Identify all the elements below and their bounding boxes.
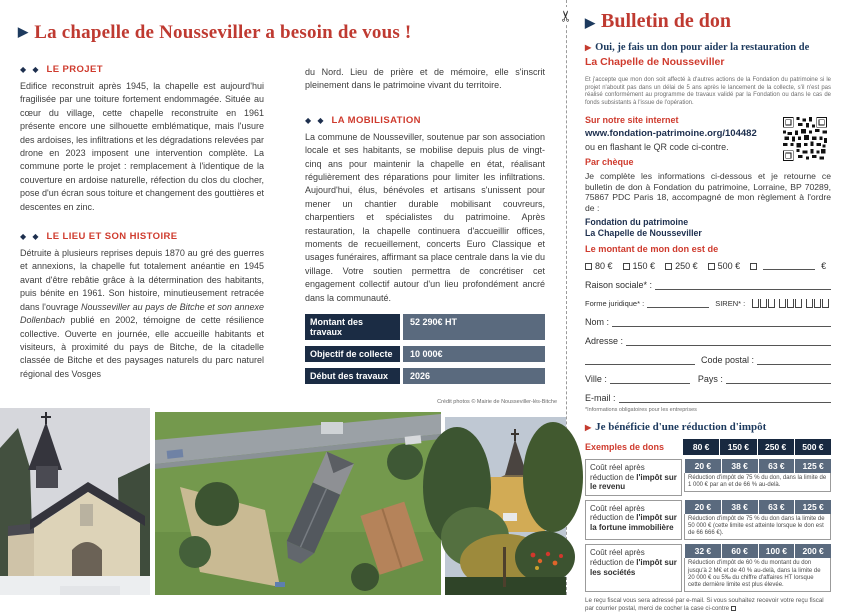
tax-label-bold: l'impôt sur le revenu (590, 472, 677, 492)
amount-label: 500 € (717, 261, 741, 271)
form-row-adresse (585, 336, 831, 346)
table-row (585, 459, 831, 496)
payee-lines (585, 217, 831, 238)
bulletin-title-text: Bulletin de don (601, 10, 732, 32)
histoire-continuation: du Nord. Lieu de prière et de mémoire, elle s'inscrit pleinement dans le patrimoine vivant du territoire. (305, 67, 545, 91)
tax-value: 32 € (684, 544, 721, 558)
amount-option-150[interactable] (623, 261, 656, 271)
triangle-icon: ▶ (585, 423, 592, 432)
amount-other-field[interactable] (763, 262, 815, 270)
field-label: Code postal : (701, 355, 755, 365)
bulletin-subtitle (585, 42, 831, 53)
donation-disclaimer: Et j'accepte que mon don soit affecté à d'autres actions de la Fondation du patrimoine si le projet n'aboutit pas dans un délai de 5 ans après le lancement de la collecte, s'il n'est pas réalisé conformément au programme de travaux validé par la Fondation ou dans le cas de fonds subsistants à l'issue de l'opération. (585, 77, 831, 106)
payee-line2: La Chapelle de Nousseviller (585, 227, 702, 238)
amount-option-250[interactable] (665, 261, 698, 271)
tax-label-prefix: Coût réel après réduction de (590, 463, 645, 482)
website-heading: Sur notre site internet (585, 115, 679, 126)
tax-header-row (585, 439, 831, 455)
tax-value: 125 € (794, 500, 831, 514)
receipt-checkbox-icon[interactable] (731, 606, 736, 611)
checkbox-icon[interactable] (750, 263, 757, 270)
form-row-ville-pays (585, 374, 831, 384)
field-label: Nom : (585, 317, 610, 327)
section-label: LE LIEU ET SON HISTOIRE (46, 231, 178, 243)
qr-hint: ou en flashant le QR code ci-contre. (585, 142, 729, 153)
table-row (585, 544, 831, 592)
cheque-instructions: Je complète les informations ci-dessous et je retourne ce bulletin de don à Fondation du patrimoine, Lorraine, BP 70289, 75867 PDC Paris 18, accompagné de mon règlement à l'ordre de : (585, 171, 831, 213)
middle-column (305, 66, 545, 390)
tax-value: 100 € (758, 544, 795, 558)
book-title-italic: Nousseviller au pays de Bitche et son annexe Dollenbach (20, 301, 264, 326)
checkbox-icon[interactable] (623, 263, 630, 270)
tax-row-note: Réduction d'impôt de 60 % du montant du don jusqu'à 2 M€ et de 40 % au-delà, dans la limite de 20 000 € ou 5‰ du chiffre d'affaires HT lorsque cette dernière limite est plus élevée. (684, 558, 831, 592)
form-row-email (585, 393, 831, 403)
forme-juridique-field[interactable] (647, 299, 709, 308)
section-heading-mobilisation (305, 115, 545, 126)
photo-chapel-garden (445, 417, 566, 595)
tax-value: 63 € (758, 459, 795, 473)
stat-value: 10 000€ (403, 346, 545, 362)
form-row-forme-siren (585, 299, 831, 308)
triangle-icon: ▶ (585, 15, 595, 30)
stat-label: Début des travaux (305, 368, 400, 384)
section-heading-projet (20, 64, 264, 75)
tax-label-prefix: Coût réel après réduction de (590, 503, 645, 523)
amount-label: 150 € (632, 261, 656, 271)
euro-sign: € (821, 261, 827, 271)
form-required-note: *Informations obligatoires pour les entreprises (585, 407, 697, 413)
diamonds-icon: ◆ ◆ (305, 115, 326, 125)
tax-values-row (684, 459, 831, 473)
field-label: SIREN* : (715, 299, 746, 308)
projet-paragraph: Edifice reconstruit après 1945, la chapelle est aujourd'hui fragilisée par une toiture fortement endommagée. Située au cœur du village, cette chapelle reconstruite en 1961 présente encore une silhouette emblématique, mais l'usure des ardoises, les infiltrations et les dégradations relevées par drone en 2023 imposent une intervention complète. La commune porte le projet : remplacement à l'identique de la couverture en ardoise naturelle, réfection du clos du clocher, pose d'un écran sous toiture et changement des gouttières et descentes en zinc. (20, 81, 264, 212)
pays-field[interactable] (726, 375, 831, 384)
stat-label: Montant des travaux (305, 314, 400, 340)
tax-table (585, 439, 831, 592)
tax-value: 200 € (794, 544, 831, 558)
table-row (585, 500, 831, 541)
checkbox-icon[interactable] (708, 263, 715, 270)
checkbox-icon[interactable] (665, 263, 672, 270)
tax-row-note: Réduction d'impôt de 75 % du don dans la limite de 50 000 € (cette limite est atteinte lorsque le don est de 66 666 €). (684, 514, 831, 541)
adresse-field[interactable] (626, 337, 831, 346)
form-row-raison-sociale (585, 280, 831, 290)
table-row (305, 314, 545, 340)
tax-value: 38 € (721, 459, 758, 473)
section-label: LA MOBILISATION (331, 114, 421, 126)
receipt-note (585, 597, 831, 613)
section-label: LE PROJET (46, 64, 103, 75)
photo-credit: Crédit photos © Mairie de Nousseviller-lès-Bitche (437, 399, 557, 405)
website-block (585, 115, 831, 167)
scissors-icon: ✂ (557, 7, 577, 25)
tax-value: 38 € (721, 500, 758, 514)
siren-boxes-1[interactable] (752, 299, 775, 308)
ville-field[interactable] (610, 375, 690, 384)
works-stats-table (305, 314, 545, 384)
diamonds-icon: ◆ ◆ (20, 232, 41, 242)
checkbox-icon[interactable] (585, 263, 592, 270)
cheque-heading: Par chèque (585, 157, 634, 168)
page-title (18, 22, 558, 44)
stat-value: 2026 (403, 368, 545, 384)
amount-heading: Le montant de mon don est de (585, 244, 719, 254)
tax-title-text: Je bénéficie d'une réduction d'impôt (595, 421, 767, 433)
payee-line1: Fondation du patrimoine (585, 217, 689, 227)
amount-label: 250 € (675, 261, 698, 271)
donation-url[interactable]: www.fondation-patrimoine.org/104482 (585, 128, 757, 140)
tax-section-title (585, 421, 831, 433)
tax-value: 63 € (758, 500, 795, 514)
amount-option-500[interactable] (708, 261, 741, 271)
siren-boxes-2[interactable] (779, 299, 802, 308)
tax-values-row (684, 544, 831, 558)
nom-field[interactable] (612, 318, 831, 327)
tax-value: 60 € (721, 544, 758, 558)
form-row-code-postal (585, 355, 831, 365)
adresse-field-2[interactable] (585, 356, 695, 365)
tax-label-prefix: Coût réel après réduction de (590, 548, 645, 567)
diamonds-icon: ◆ ◆ (20, 65, 41, 74)
tax-row-label (585, 459, 682, 496)
tax-value: 20 € (684, 459, 721, 473)
tax-label-bold: l'impôt sur les sociétés (590, 557, 677, 577)
section-heading-histoire (20, 231, 264, 242)
tax-label-bold: l'impôt sur la fortune immobilière (590, 513, 677, 532)
tax-corner-label: Exemples de dons (585, 442, 665, 452)
histoire-paragraph (20, 247, 264, 381)
tax-value: 20 € (684, 500, 721, 514)
tax-values-row (684, 500, 831, 514)
amount-option-80[interactable] (585, 261, 613, 271)
tax-row-label (585, 544, 682, 592)
bulletin-column (585, 10, 831, 613)
field-label: Raison sociale* : (585, 280, 653, 290)
histoire-text-post: publié en 2002, témoigne de cette résilience collective. Ouverte en journée, elle accueille habitants et visiteurs, à proximité du pays de Bitche, de la citadelle classée de Bitche et des paysages naturels du parc naturel régional des Vosges (20, 315, 264, 379)
amount-options-row (585, 261, 831, 271)
tax-value: 125 € (794, 459, 831, 473)
tax-column-header: 80 € (682, 439, 719, 455)
photo-chapel-winter (0, 408, 150, 595)
bulletin-title (585, 10, 831, 33)
amount-label: 80 € (595, 261, 613, 271)
amount-option-other[interactable] (750, 261, 826, 271)
stat-label: Objectif de collecte (305, 346, 400, 362)
field-label: Ville : (585, 374, 607, 384)
bulletin-subtitle-text: Oui, je fais un don pour aider la restauration de (595, 42, 810, 53)
triangle-icon: ▶ (585, 43, 592, 52)
table-row (305, 368, 545, 384)
tax-row-note: Réduction d'impôt de 75 % du don, dans la limite de 1 000 € par an et de 66 % au-delà. (684, 473, 831, 492)
field-label: E-mail : (585, 393, 616, 403)
form-row-nom (585, 317, 831, 327)
left-column (20, 64, 264, 381)
histoire-text-pre: Détruite à plusieurs reprises depuis 1870 au gré des guerres et annexions, la chapelle fut totalement anéantie en 1945 avant d'être rebâtie grâce à la détermination des habitants, puis bénite en 1961. Son histoire, minutieusement retracée dans l'ouvrage (20, 248, 264, 312)
triangle-icon: ▶ (18, 24, 29, 39)
field-label: Pays : (697, 374, 723, 384)
email-field[interactable] (619, 394, 831, 403)
photo-chapel-aerial (155, 412, 441, 595)
field-label: Adresse : (585, 336, 624, 346)
tax-column-header: 250 € (757, 439, 794, 455)
code-postal-field[interactable] (757, 356, 831, 365)
siren-boxes-3[interactable] (806, 299, 829, 308)
tax-column-header: 500 € (794, 439, 831, 455)
page-title-text: La chapelle de Nousseviller a besoin de vous ! (34, 22, 412, 43)
field-label: Forme juridique* : (585, 299, 645, 308)
stat-value: 52 290€ HT (403, 314, 545, 340)
mobilisation-paragraph: La commune de Nousseviller, soutenue par son association locale et ses habitants, se mobilise depuis plus de vingt-cinq ans pour maintenir la chapelle en état, réalisant régulièrement des réparations pour limiter les infiltrations. Aujourd'hui, élus, bénévoles et artisans s'unissent pour mener un chantier durable mobilisant couvreurs, charpentiers et spécialistes du patrimoine. Après restauration, la chapelle continuera d'accueillir offices, moments de recueillement, concerts Euro Classique et usages funéraires, affirmant sa place centrale dans la vie du village. Votre soutien permettra de concrétiser cet engagement collectif autour d'un lieu profondément ancré dans la communauté. (305, 131, 545, 303)
qr-code-icon (783, 117, 827, 161)
tax-column-header: 150 € (719, 439, 756, 455)
table-row (305, 346, 545, 362)
receipt-note-text: Le reçu fiscal vous sera adressé par e-mail. Si vous souhaitez recevoir votre reçu fiscal par courrier postal, merci de cocher la case ci-contre (585, 597, 824, 612)
raison-sociale-field[interactable] (655, 281, 831, 290)
tax-row-label (585, 500, 682, 541)
project-name: La Chapelle de Nousseviller (585, 56, 725, 68)
